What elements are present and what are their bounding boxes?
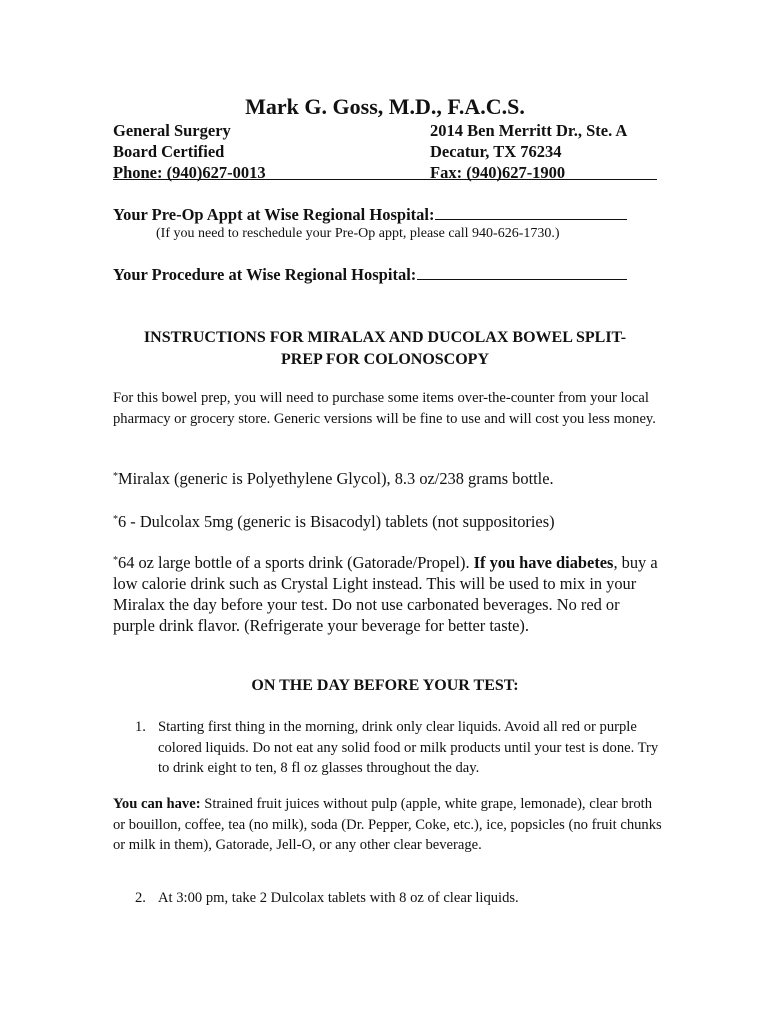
step-2-text: At 3:00 pm, take 2 Dulcolax tablets with 8 oz of clear liquids.: [158, 890, 519, 906]
asterisk: *: [113, 514, 118, 525]
title-line-1: INSTRUCTIONS FOR MIRALAX AND DUCOLAX BOWEL SPLIT-: [143, 329, 627, 346]
drink-text-2: , buy a low calorie drink such as Crystal Light instead. This will be used to mix in your Miralax the day before your test. Do not use carbonated beverages. No red or purple drink flavor. (Refrigerate your beverage for better taste).: [113, 553, 658, 635]
step-2: [135, 888, 665, 909]
reschedule-note: (If you need to reschedule your Pre-Op appt, please call 940-626-1730.): [156, 226, 560, 241]
dulcolax-text: 6 - Dulcolax 5mg (generic is Bisacodyl) tablets (not suppositories): [118, 512, 555, 531]
street-address: 2014 Ben Merritt Dr., Ste. A: [430, 121, 628, 140]
miralax-text: Miralax (generic is Polyethylene Glycol), 8.3 oz/238 grams bottle.: [118, 469, 554, 488]
step-1-text: Starting first thing in the morning, drink only clear liquids. Avoid all red or purple colored liquids. Do not eat any solid food or milk products until your test is done. Try to drink eight to ten, 8 fl oz glasses throughout the day.: [158, 719, 659, 776]
can-have-label: You can have:: [113, 796, 201, 812]
preop-fill-blank: [435, 203, 627, 220]
allowed-liquids-paragraph: [113, 794, 663, 856]
doctor-name: Mark G. Goss, M.D., F.A.C.S.: [245, 94, 525, 119]
asterisk: *: [113, 555, 118, 566]
instructions-title: [0, 327, 770, 371]
specialty: General Surgery: [113, 121, 231, 140]
practice-info: [113, 120, 266, 183]
step-1: [135, 717, 665, 779]
procedure-fill-blank: [417, 263, 627, 280]
title-line-2: PREP FOR COLONOSCOPY: [280, 351, 489, 368]
header-divider: [113, 179, 657, 180]
phone-number: Phone: (940)627-0013: [113, 163, 266, 182]
address-block: [430, 120, 627, 183]
diabetes-warning: If you have diabetes: [473, 553, 614, 572]
can-have-text: Strained fruit juices without pulp (apple, white grape, lemonade), clear broth or bouillon, coffee, tea (no milk), soda (Dr. Pepper, Coke, etc.), ice, popsicles (no fruit chunks or milk in them), Gatorade, Jell-O, or any other clear beverage.: [113, 796, 662, 853]
certification: Board Certified: [113, 142, 225, 161]
preop-label: Your Pre-Op Appt at Wise Regional Hospital:: [113, 205, 435, 224]
step-number: 2.: [135, 890, 146, 906]
item-miralax: [113, 466, 663, 489]
fax-number: Fax: (940)627-1900: [430, 163, 566, 182]
procedure-line: [113, 263, 627, 285]
drink-text-1: 64 oz large bottle of a sports drink (Gatorade/Propel).: [118, 553, 474, 572]
step-number: 1.: [135, 719, 146, 735]
preop-appointment-line: [113, 203, 627, 225]
intro-paragraph: For this bowel prep, you will need to purchase some items over-the-counter from your local pharmacy or grocery store. Generic versions will be fine to use and will cost you less money.: [113, 390, 656, 427]
asterisk: *: [113, 471, 118, 482]
item-sports-drink: [113, 550, 663, 636]
procedure-label: Your Procedure at Wise Regional Hospital:: [113, 265, 417, 284]
day-before-heading: ON THE DAY BEFORE YOUR TEST:: [251, 677, 519, 694]
city-state-zip: Decatur, TX 76234: [430, 142, 562, 161]
item-dulcolax: [113, 509, 663, 532]
